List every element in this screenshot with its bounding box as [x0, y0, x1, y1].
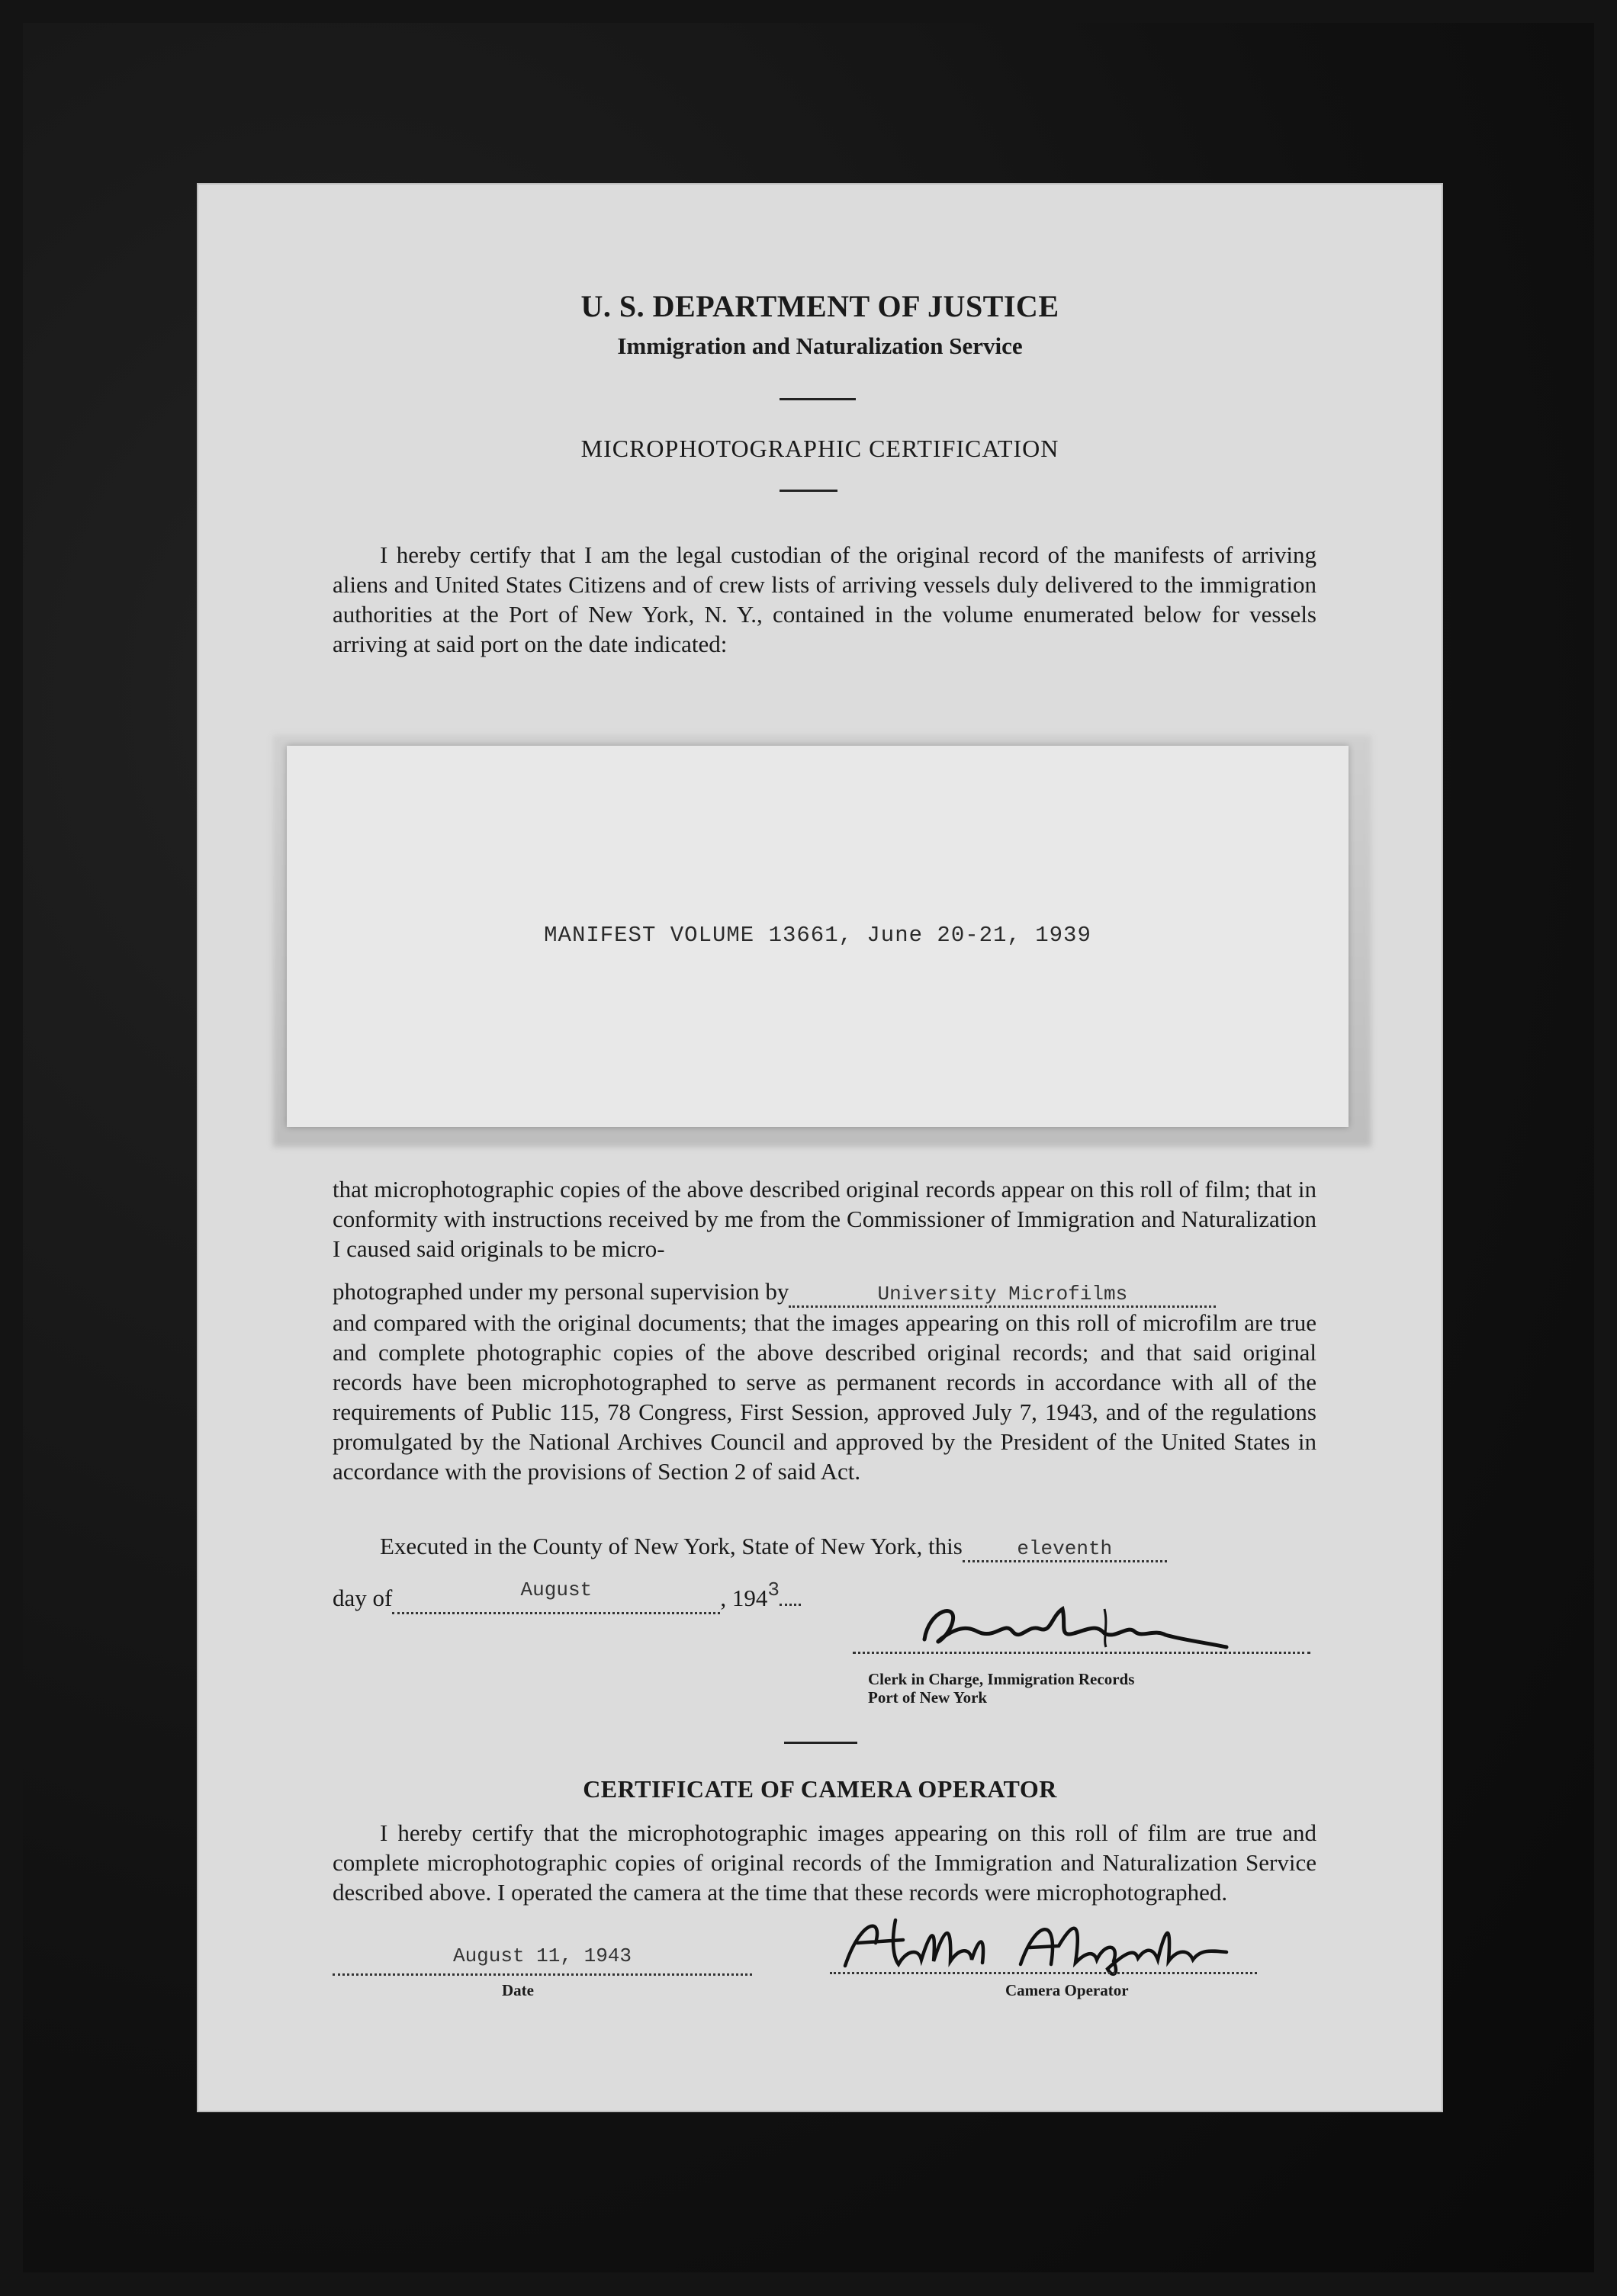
date-label: Date — [502, 1981, 534, 1999]
clerk-title-line-2: Port of New York — [868, 1688, 988, 1707]
divider-rule — [780, 398, 856, 400]
clerk-title-line-1: Clerk in Charge, Immigration Records — [868, 1670, 1135, 1688]
supervision-prefix: photographed under my personal supervision by — [333, 1278, 789, 1305]
date-value: August 11, 1943 — [452, 1944, 632, 1967]
manifest-slip — [287, 746, 1349, 1127]
manifest-volume-text: MANIFEST VOLUME 13661, June 20-21, 1939 — [544, 923, 1091, 948]
executed-day: eleventh — [1017, 1537, 1113, 1560]
supervision-field — [789, 1278, 1216, 1308]
department-title: U. S. DEPARTMENT OF JUSTICE — [580, 289, 1059, 323]
clerk-title — [868, 1670, 1134, 1707]
camera-certificate-heading: CERTIFICATE OF CAMERA OPERATOR — [583, 1775, 1057, 1803]
certification-heading: MICROPHOTOGRAPHIC CERTIFICATION — [580, 435, 1059, 462]
operator-signature-line — [830, 1972, 1257, 1974]
executed-day-field — [963, 1533, 1167, 1562]
day-of-line — [333, 1578, 801, 1614]
body-paragraph-1: that microphotographic copies of the above described original records appear on this roll of film; that in conformity with instructions received by me from the Commissioner of Immigration and Naturalization I caused said originals to be micro- — [333, 1176, 1316, 1262]
divider-rule — [784, 1742, 857, 1744]
year-suffix: 3 — [767, 1578, 780, 1601]
supervision-line — [333, 1278, 1216, 1308]
executed-line — [380, 1533, 1167, 1562]
date-field — [333, 1944, 752, 1976]
clerk-signature — [899, 1594, 1234, 1659]
operator-label: Camera Operator — [1005, 1981, 1129, 1999]
divider-rule — [780, 490, 837, 492]
year-prefix: , 194 — [720, 1585, 768, 1611]
month-value: August — [520, 1578, 593, 1601]
service-subtitle: Immigration and Naturalization Service — [617, 332, 1023, 359]
day-of-prefix: day of — [333, 1585, 393, 1611]
certificate-sheet — [197, 183, 1443, 2112]
month-field — [392, 1578, 720, 1614]
year-dots — [780, 1604, 801, 1606]
camera-paragraph: I hereby certify that the microphotographic images appearing on this roll of film are true and complete microphotographic copies of original records of the Immigration and Naturalization Service described above. I operated the camera at the time that these records were microphotographed. — [333, 1819, 1316, 1906]
body-paragraph-2: and compared with the original documents; that the images appearing on this roll of microfilm are true and complete photographic copies of the above described original records; and that said original records have been microphotographed to serve as permanent records in accordance with all of the requirements of Public 115, 78 Congress, First Session, approved July 7, 1943, and of the regulations promulgated by the National Archives Council and approved by the President of the United States in accordance with the provisions of Section 2 of said Act. — [333, 1309, 1316, 1485]
executed-prefix: Executed in the County of New York, State of New York, this — [380, 1533, 963, 1559]
clerk-signature-line — [853, 1652, 1310, 1654]
intro-paragraph: I hereby certify that I am the legal custodian of the original record of the manifests of arriving aliens and United States Citizens and of crew lists of arriving vessels duly delivered to the immigration authorities at the Port of New York, N. Y., contained in the volume enumerated below for vessels arriving at said port on the date indicated: — [333, 541, 1316, 657]
supervision-value: University Microfilms — [877, 1283, 1128, 1305]
camera-operator-signature — [830, 1905, 1257, 1978]
